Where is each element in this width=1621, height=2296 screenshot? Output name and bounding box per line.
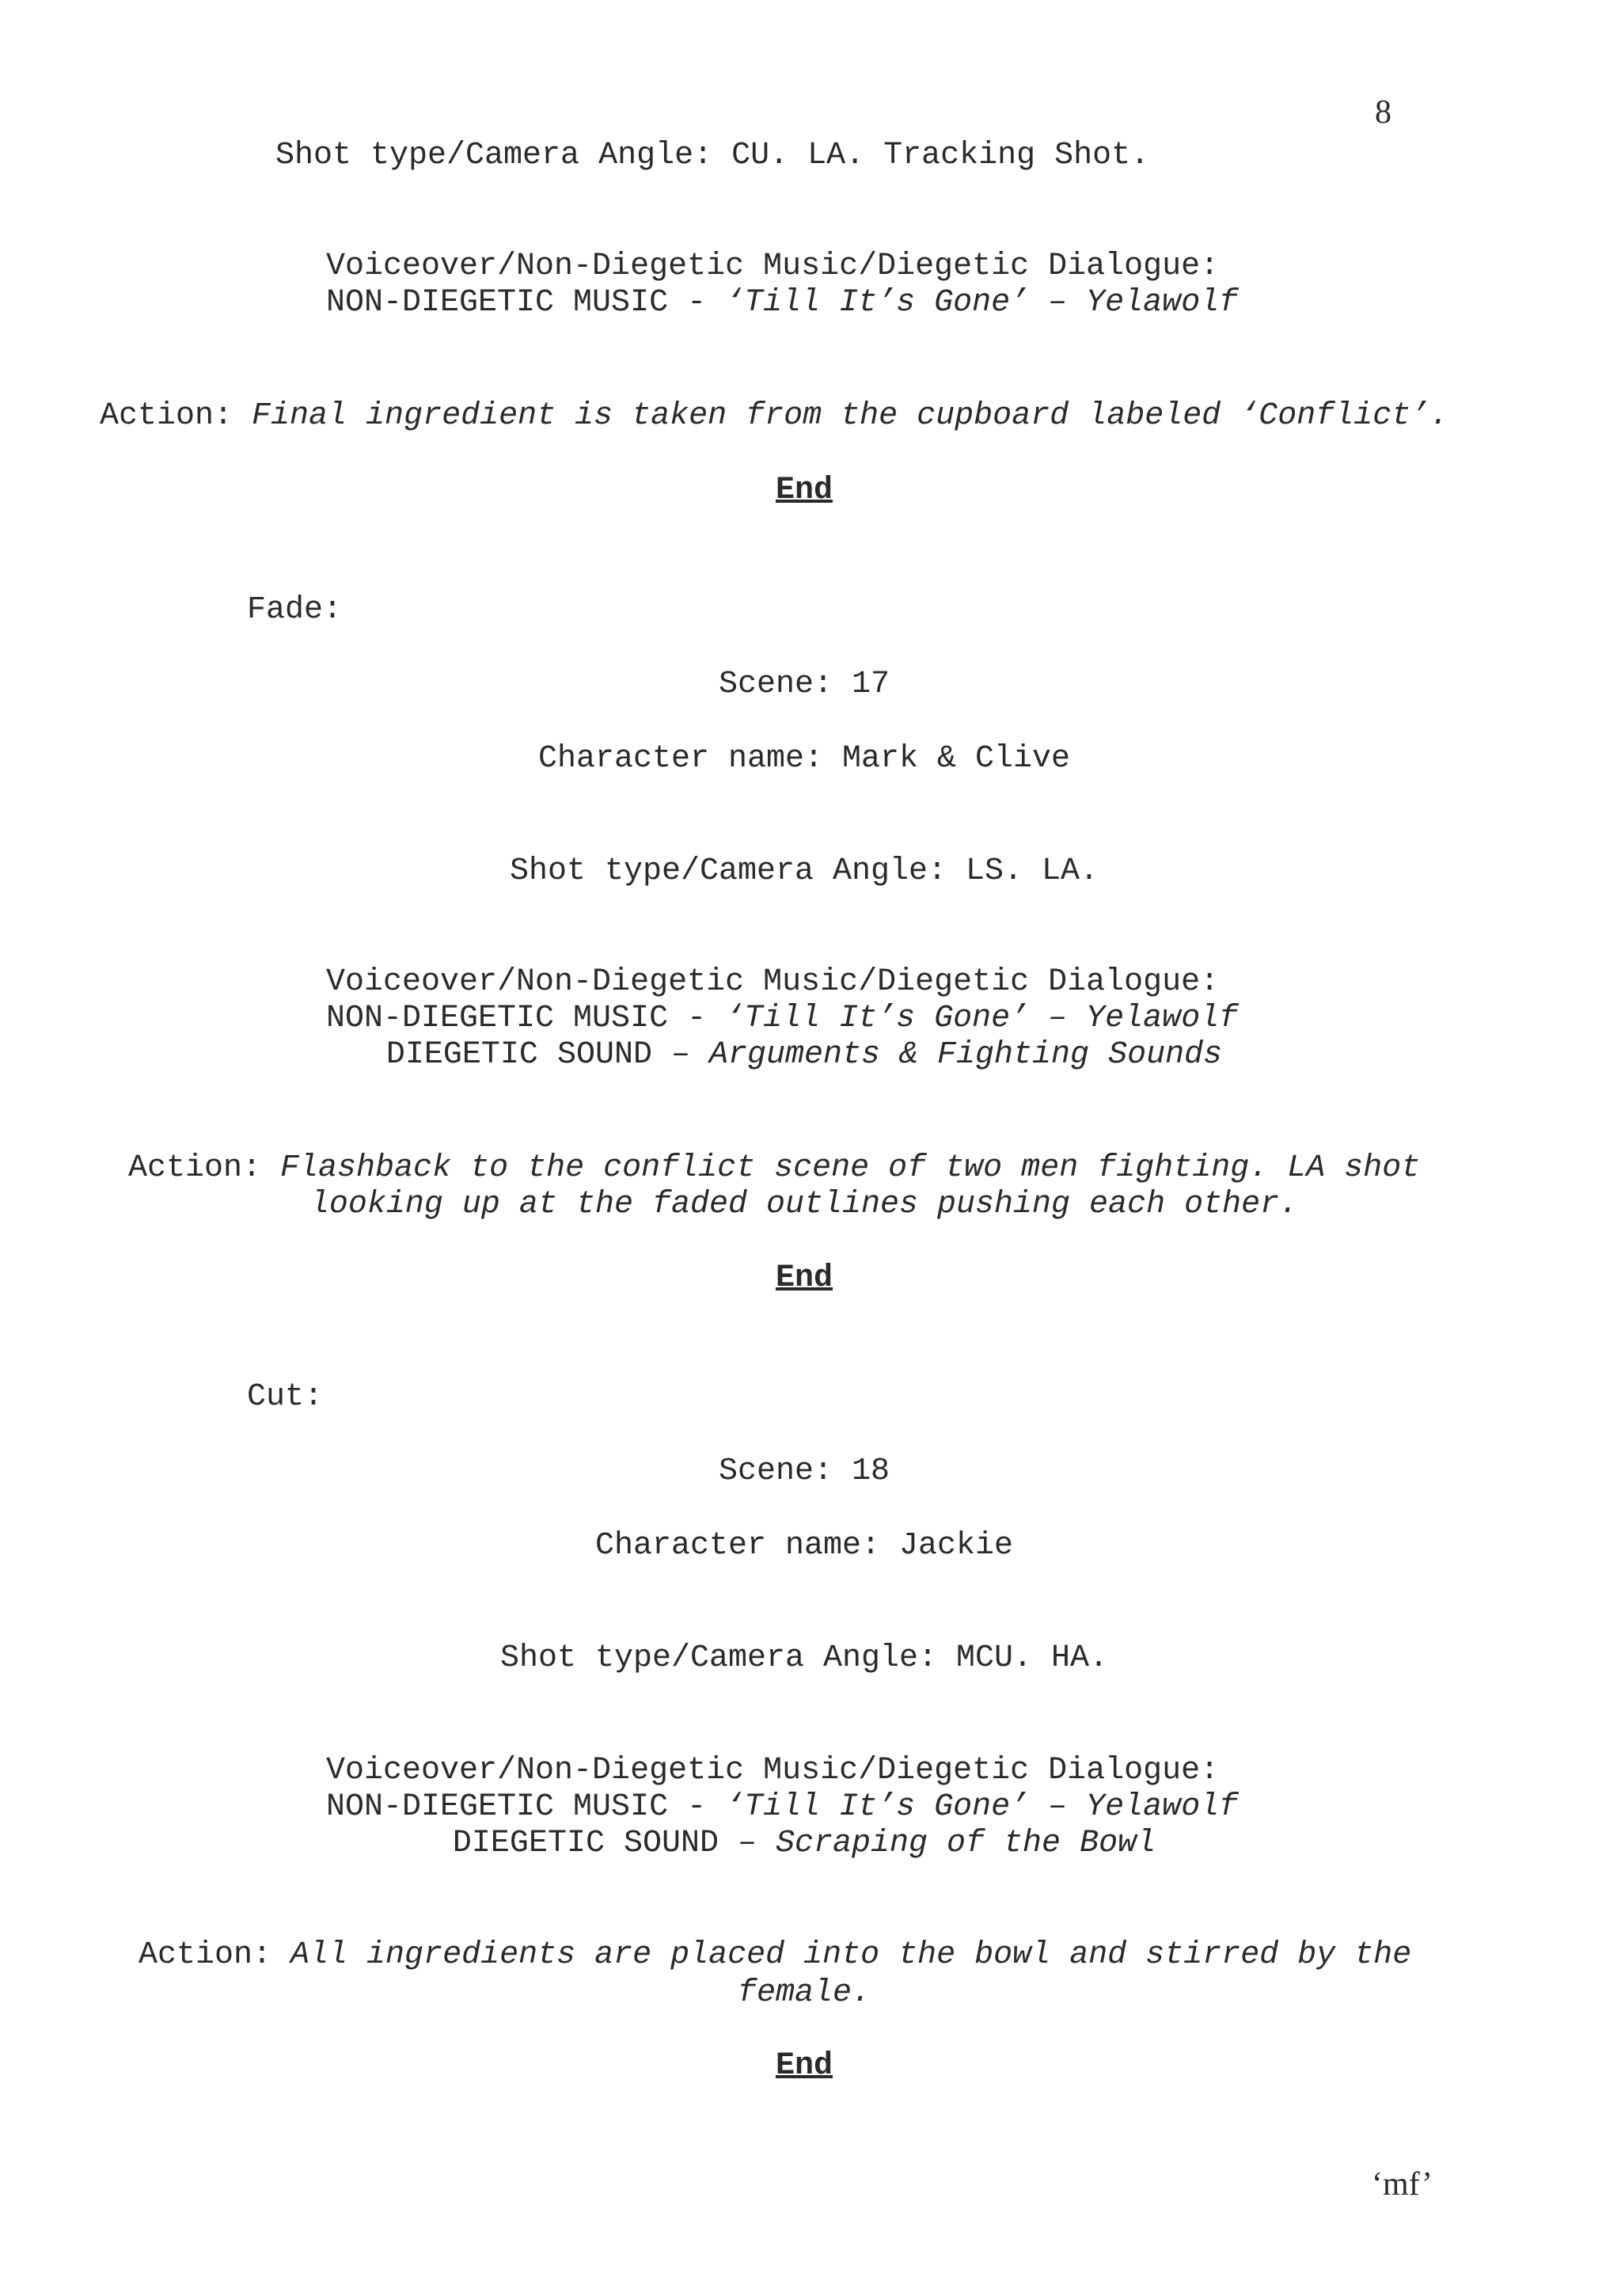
action-line — [128, 1150, 1420, 1187]
character-name: Character name: Jackie — [594, 1528, 1014, 1564]
music-track: ‘Till It’s Gone’ – Yelawolf — [725, 1001, 1239, 1036]
action-prefix: Action: — [128, 1150, 281, 1186]
action-prefix: Action: — [139, 1937, 291, 1973]
page-number: 8 — [1375, 94, 1391, 131]
sound-text: Arguments & Fighting Sounds — [708, 1037, 1223, 1073]
transition-cut: Cut: — [247, 1379, 324, 1415]
scene-number: Scene: 17 — [718, 667, 890, 702]
action-prefix: Action: — [100, 398, 252, 434]
sound-prefix: DIEGETIC SOUND – — [385, 1037, 709, 1073]
music-prefix: NON-DIEGETIC MUSIC - — [326, 285, 726, 321]
action-text: Flashback to the conflict scene of two men fighting. LA shot — [280, 1150, 1421, 1186]
audio-heading: Voiceover/Non-Diegetic Music/Diegetic Dialogue: — [326, 964, 1220, 1000]
action-line — [100, 398, 1448, 435]
sound-text: Scraping of the Bowl — [776, 1826, 1156, 1861]
character-name: Character name: Mark & Clive — [537, 741, 1071, 777]
action-text: Final ingredient is taken from the cupboard labeled ‘Conflict’. — [252, 398, 1449, 434]
footer-mark: ‘mf’ — [1372, 2166, 1433, 2203]
scene-number: Scene: 18 — [718, 1454, 890, 1489]
action-text-continued: looking up at the faded outlines pushing each other. — [309, 1187, 1299, 1222]
diegetic-sound-line — [0, 1037, 1608, 1074]
end-marker: End — [775, 2048, 833, 2084]
music-track: ‘Till It’s Gone’ – Yelawolf — [725, 285, 1239, 321]
sound-prefix: DIEGETIC SOUND – — [452, 1826, 776, 1861]
transition-fade: Fade: — [247, 592, 343, 628]
music-prefix: NON-DIEGETIC MUSIC - — [326, 1001, 726, 1036]
action-text-continued: female. — [737, 1975, 871, 2011]
music-line — [326, 1001, 1238, 1037]
action-line — [139, 1937, 1411, 1974]
shot-type-line: Shot type/Camera Angle: CU. LA. Tracking Shot. — [275, 138, 1150, 173]
music-prefix: NON-DIEGETIC MUSIC - — [326, 1789, 726, 1825]
music-line — [326, 1789, 1238, 1826]
audio-heading: Voiceover/Non-Diegetic Music/Diegetic Dialogue: — [326, 249, 1220, 284]
end-marker: End — [775, 473, 833, 508]
audio-heading: Voiceover/Non-Diegetic Music/Diegetic Dialogue: — [326, 1753, 1220, 1789]
music-track: ‘Till It’s Gone’ – Yelawolf — [725, 1789, 1239, 1825]
shot-type-line: Shot type/Camera Angle: MCU. HA. — [499, 1640, 1109, 1676]
end-marker: End — [775, 1260, 833, 1296]
music-line — [326, 285, 1238, 321]
action-text: All ingredients are placed into the bowl and stirred by the — [290, 1937, 1412, 1973]
diegetic-sound-line — [0, 1826, 1608, 1862]
shot-type-line: Shot type/Camera Angle: LS. LA. — [509, 853, 1099, 889]
